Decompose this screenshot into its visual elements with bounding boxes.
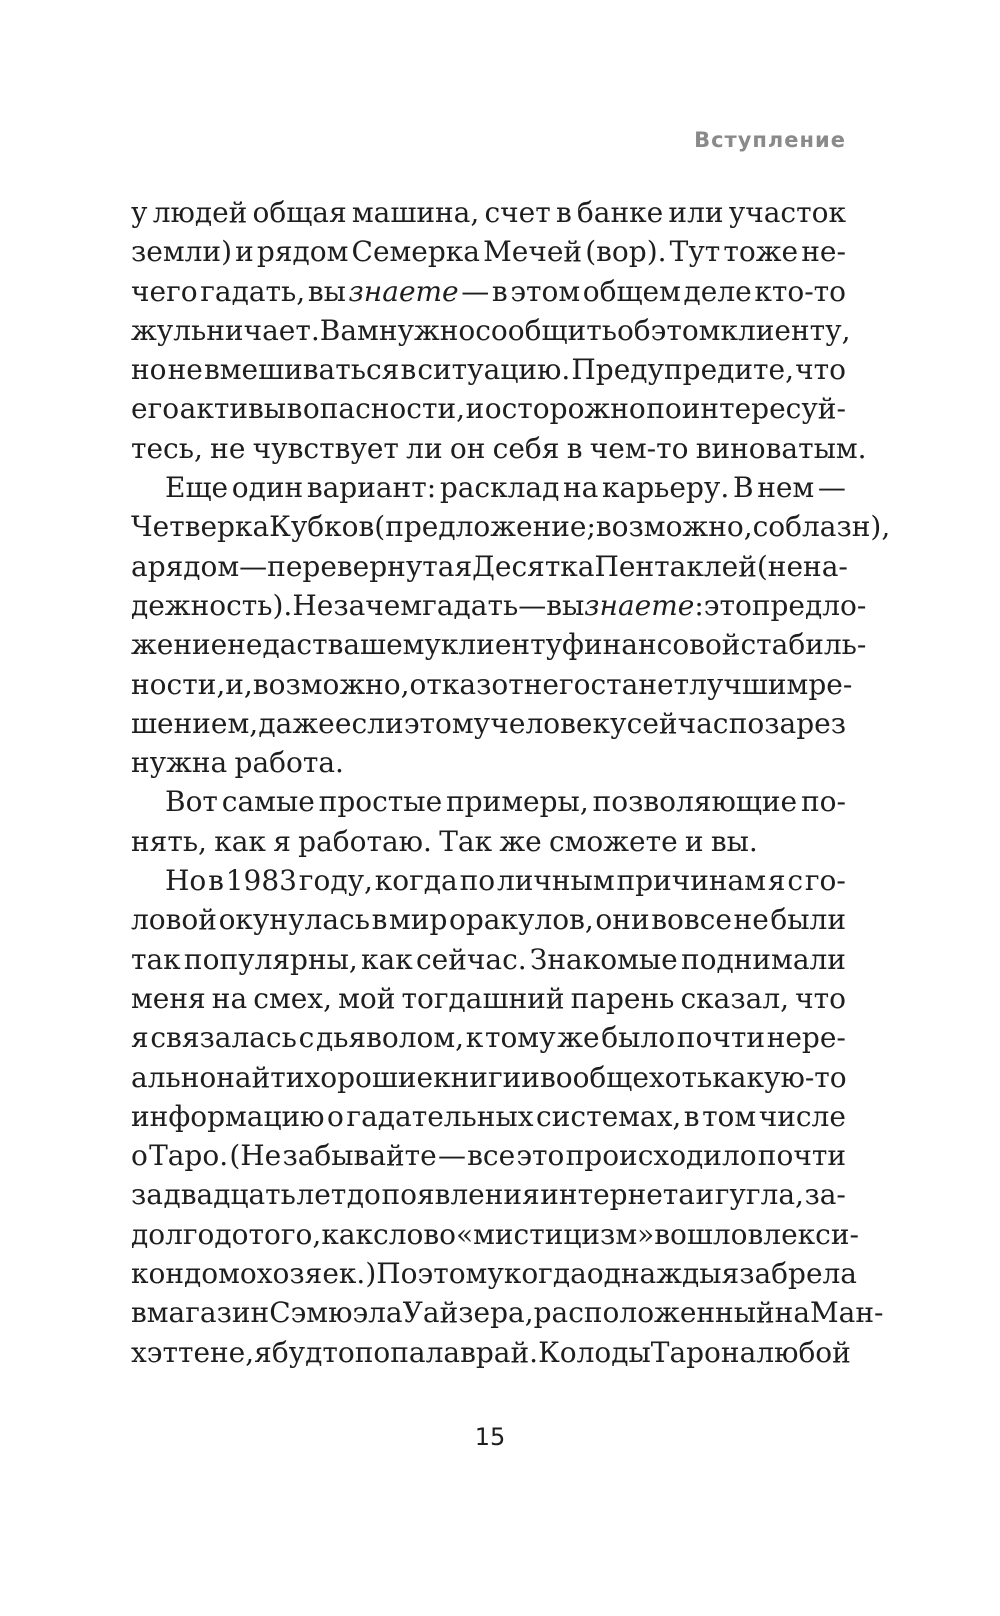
text-line: хэттене, я будто попала в рай. Колоды Таро на любой <box>131 1335 851 1369</box>
text-line: меня на смех, мой тогдашний парень сказал, что <box>131 981 846 1015</box>
text-line: а рядом — перевернутая Десятка Пентаклей (нена- <box>131 549 848 583</box>
page-number: 15 <box>474 1423 506 1451</box>
text-line: так популярны, как сейчас. Знакомые поднимали <box>131 942 846 976</box>
text-line: дежность). Незачем гадать — вы знаете: это предло- <box>131 588 867 622</box>
text-line: жульничает. Вам нужно сообщить об этом клиенту, <box>131 313 851 347</box>
text-line: ности, и, возможно, отказ от него станет лучшим ре- <box>131 667 853 701</box>
text-line: я связалась с дьяволом, к тому же было почти нере- <box>131 1021 846 1055</box>
text-line: шением, даже если этому человеку сейчас позарез <box>131 706 846 740</box>
running-head: Вступление <box>694 128 846 152</box>
text-line: Но в 1983 году, когда по личным причинам я с го- <box>165 864 846 898</box>
text-line: нять, как я работаю. Так же сможете и вы. <box>131 824 758 858</box>
text-line: в магазин Сэмюэла Уайзера, расположенный на Ман- <box>131 1296 884 1330</box>
text-line: Вот самые простые примеры, позволяющие по- <box>165 785 846 819</box>
text-line: его активы в опасности, и осторожно поинтересуй- <box>131 392 846 426</box>
text-line: нужна работа. <box>131 746 344 780</box>
text-line: Четверка Кубков (предложение; возможно, соблазн), <box>131 510 891 544</box>
text-line: тесь, не чувствует ли он себя в чем-то виноватым. <box>131 431 867 465</box>
text-line: за двадцать лет до появления интернета и гугла, за- <box>131 1178 846 1212</box>
text-line: долго до того, как слово «мистицизм» вошло в лекси- <box>131 1217 859 1251</box>
text-line: информацию о гадательных системах, в том числе <box>131 1099 846 1133</box>
body-text <box>131 193 891 1372</box>
text-line: ловой окунулась в мир оракулов, они вовсе не были <box>131 903 846 937</box>
text-line: ально найти хорошие книги и вообще хоть какую-то <box>131 1060 847 1094</box>
text-line: о Таро. (Не забывайте — все это происходило почти <box>131 1139 846 1173</box>
text-line: чего гадать, вы знаете — в этом общем деле кто-то <box>131 274 846 308</box>
text-line: у людей общая машина, счет в банке или участок <box>131 196 846 229</box>
text-line: но не вмешиваться в ситуацию. Предупредите, что <box>131 353 846 387</box>
text-line: кон домохозяек.) Поэтому когда однажды я забрела <box>131 1257 857 1291</box>
text-line: жение не даст вашему клиенту финансовой стабиль- <box>131 628 867 662</box>
text-line: Еще один вариант: расклад на карьеру. В нем — <box>165 471 846 505</box>
text-line: земли) и рядом Семерка Мечей (вор). Тут тоже не- <box>131 235 846 269</box>
